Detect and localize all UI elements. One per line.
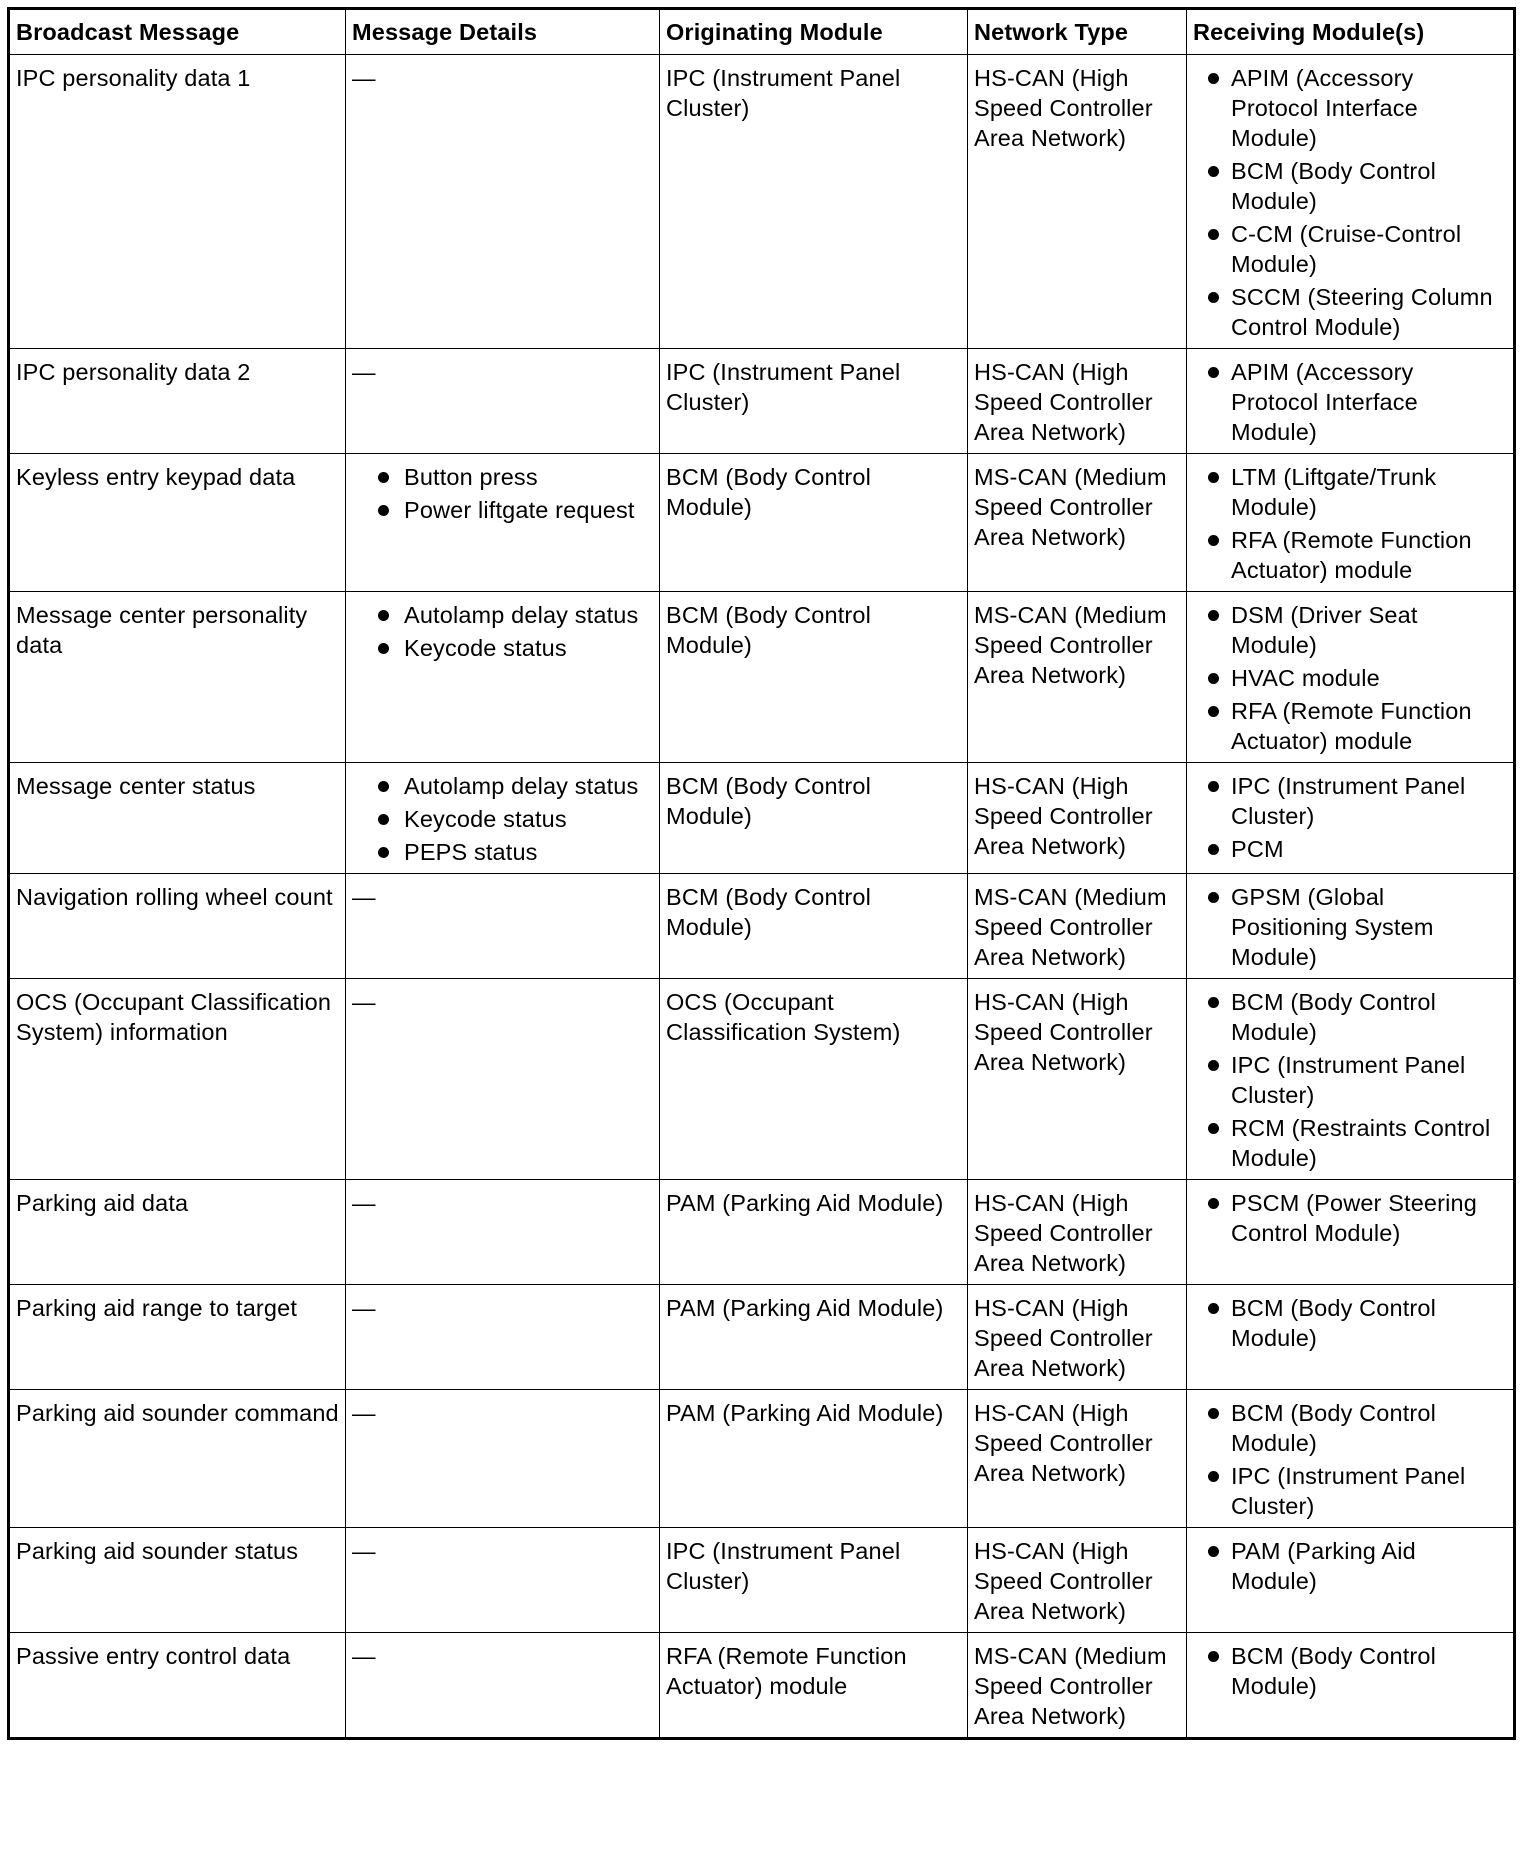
message-detail-item: Keycode status bbox=[352, 633, 653, 663]
receiving-modules-list bbox=[1193, 1641, 1507, 1701]
receiving-module-item: PCM bbox=[1193, 834, 1507, 864]
broadcast-message-cell: Message center status bbox=[9, 763, 346, 874]
broadcast-message-cell: Parking aid sounder command bbox=[9, 1390, 346, 1528]
receiving-modules-cell bbox=[1187, 979, 1515, 1180]
table-row bbox=[9, 979, 1515, 1180]
receiving-modules-list bbox=[1193, 882, 1507, 972]
receiving-module-item: RFA (Remote Function Actuator) module bbox=[1193, 696, 1507, 756]
message-details-cell bbox=[346, 874, 660, 979]
message-detail-item: Keycode status bbox=[352, 804, 653, 834]
table-row bbox=[9, 349, 1515, 454]
network-type-cell: MS-CAN (Medium Speed Controller Area Network) bbox=[968, 874, 1187, 979]
originating-module-cell: OCS (Occupant Classification System) bbox=[660, 979, 968, 1180]
broadcast-message-cell: Message center personality data bbox=[9, 592, 346, 763]
originating-module-cell: BCM (Body Control Module) bbox=[660, 454, 968, 592]
receiving-modules-list bbox=[1193, 1188, 1507, 1248]
receiving-module-item: APIM (Accessory Protocol Interface Module) bbox=[1193, 63, 1507, 153]
originating-module-cell: IPC (Instrument Panel Cluster) bbox=[660, 349, 968, 454]
receiving-module-item: PAM (Parking Aid Module) bbox=[1193, 1536, 1507, 1596]
broadcast-message-cell: OCS (Occupant Classification System) information bbox=[9, 979, 346, 1180]
receiving-modules-list bbox=[1193, 63, 1507, 342]
receiving-modules-list bbox=[1193, 357, 1507, 447]
empty-dash: — bbox=[352, 1400, 376, 1426]
message-details-cell bbox=[346, 1390, 660, 1528]
header-receiving-modules: Receiving Module(s) bbox=[1187, 9, 1515, 55]
receiving-module-item: APIM (Accessory Protocol Interface Module) bbox=[1193, 357, 1507, 447]
message-details-list bbox=[352, 771, 653, 867]
receiving-module-item: RFA (Remote Function Actuator) module bbox=[1193, 525, 1507, 585]
empty-dash: — bbox=[352, 1190, 376, 1216]
receiving-modules-list bbox=[1193, 1293, 1507, 1353]
table-row bbox=[9, 1528, 1515, 1633]
receiving-modules-cell bbox=[1187, 874, 1515, 979]
receiving-module-item: BCM (Body Control Module) bbox=[1193, 1641, 1507, 1701]
table-row bbox=[9, 592, 1515, 763]
broadcast-message-cell: Parking aid range to target bbox=[9, 1285, 346, 1390]
table-row bbox=[9, 874, 1515, 979]
receiving-modules-cell bbox=[1187, 1390, 1515, 1528]
broadcast-message-cell: Parking aid sounder status bbox=[9, 1528, 346, 1633]
table-row bbox=[9, 763, 1515, 874]
table-body bbox=[9, 55, 1515, 1739]
message-detail-item: Power liftgate request bbox=[352, 495, 653, 525]
network-type-cell: MS-CAN (Medium Speed Controller Area Network) bbox=[968, 454, 1187, 592]
broadcast-message-table-wrapper bbox=[7, 7, 1516, 1740]
header-message-details: Message Details bbox=[346, 9, 660, 55]
originating-module-cell: BCM (Body Control Module) bbox=[660, 874, 968, 979]
network-type-cell: HS-CAN (High Speed Controller Area Network) bbox=[968, 55, 1187, 349]
receiving-modules-list bbox=[1193, 462, 1507, 585]
network-type-cell: MS-CAN (Medium Speed Controller Area Network) bbox=[968, 592, 1187, 763]
table-header bbox=[9, 9, 1515, 55]
empty-dash: — bbox=[352, 359, 376, 385]
originating-module-cell: PAM (Parking Aid Module) bbox=[660, 1180, 968, 1285]
network-type-cell: MS-CAN (Medium Speed Controller Area Network) bbox=[968, 1633, 1187, 1739]
receiving-module-item: BCM (Body Control Module) bbox=[1193, 1293, 1507, 1353]
message-details-cell bbox=[346, 592, 660, 763]
table-row bbox=[9, 1633, 1515, 1739]
network-type-cell: HS-CAN (High Speed Controller Area Network) bbox=[968, 1285, 1187, 1390]
message-details-cell bbox=[346, 454, 660, 592]
broadcast-message-cell: Parking aid data bbox=[9, 1180, 346, 1285]
network-type-cell: HS-CAN (High Speed Controller Area Network) bbox=[968, 349, 1187, 454]
receiving-modules-cell bbox=[1187, 1180, 1515, 1285]
receiving-modules-list bbox=[1193, 600, 1507, 756]
broadcast-message-cell: Passive entry control data bbox=[9, 1633, 346, 1739]
broadcast-message-cell: Keyless entry keypad data bbox=[9, 454, 346, 592]
message-details-cell bbox=[346, 979, 660, 1180]
empty-dash: — bbox=[352, 65, 376, 91]
receiving-module-item: IPC (Instrument Panel Cluster) bbox=[1193, 771, 1507, 831]
receiving-module-item: IPC (Instrument Panel Cluster) bbox=[1193, 1050, 1507, 1110]
receiving-modules-cell bbox=[1187, 454, 1515, 592]
receiving-module-item: BCM (Body Control Module) bbox=[1193, 1398, 1507, 1458]
receiving-module-item: BCM (Body Control Module) bbox=[1193, 987, 1507, 1047]
header-broadcast-message: Broadcast Message bbox=[9, 9, 346, 55]
message-details-list bbox=[352, 600, 653, 663]
empty-dash: — bbox=[352, 884, 376, 910]
network-type-cell: HS-CAN (High Speed Controller Area Network) bbox=[968, 979, 1187, 1180]
receiving-module-item: PSCM (Power Steering Control Module) bbox=[1193, 1188, 1507, 1248]
table-row bbox=[9, 1180, 1515, 1285]
receiving-module-item: LTM (Liftgate/Trunk Module) bbox=[1193, 462, 1507, 522]
message-detail-item: Autolamp delay status bbox=[352, 771, 653, 801]
network-type-cell: HS-CAN (High Speed Controller Area Network) bbox=[968, 763, 1187, 874]
message-details-list bbox=[352, 462, 653, 525]
empty-dash: — bbox=[352, 1538, 376, 1564]
originating-module-cell: IPC (Instrument Panel Cluster) bbox=[660, 1528, 968, 1633]
table-row bbox=[9, 1390, 1515, 1528]
table-row bbox=[9, 454, 1515, 592]
message-detail-item: Button press bbox=[352, 462, 653, 492]
broadcast-message-cell: IPC personality data 1 bbox=[9, 55, 346, 349]
message-details-cell bbox=[346, 763, 660, 874]
originating-module-cell: RFA (Remote Function Actuator) module bbox=[660, 1633, 968, 1739]
receiving-modules-list bbox=[1193, 1398, 1507, 1521]
receiving-module-item: RCM (Restraints Control Module) bbox=[1193, 1113, 1507, 1173]
table-row bbox=[9, 1285, 1515, 1390]
message-details-cell bbox=[346, 349, 660, 454]
broadcast-message-cell: Navigation rolling wheel count bbox=[9, 874, 346, 979]
network-type-cell: HS-CAN (High Speed Controller Area Network) bbox=[968, 1390, 1187, 1528]
originating-module-cell: BCM (Body Control Module) bbox=[660, 592, 968, 763]
message-detail-item: Autolamp delay status bbox=[352, 600, 653, 630]
header-network-type: Network Type bbox=[968, 9, 1187, 55]
header-originating-module: Originating Module bbox=[660, 9, 968, 55]
empty-dash: — bbox=[352, 989, 376, 1015]
receiving-module-item: GPSM (Global Positioning System Module) bbox=[1193, 882, 1507, 972]
receiving-module-item: IPC (Instrument Panel Cluster) bbox=[1193, 1461, 1507, 1521]
originating-module-cell: IPC (Instrument Panel Cluster) bbox=[660, 55, 968, 349]
receiving-modules-cell bbox=[1187, 55, 1515, 349]
receiving-module-item: DSM (Driver Seat Module) bbox=[1193, 600, 1507, 660]
originating-module-cell: PAM (Parking Aid Module) bbox=[660, 1285, 968, 1390]
message-details-cell bbox=[346, 1528, 660, 1633]
message-details-cell bbox=[346, 1180, 660, 1285]
receiving-modules-cell bbox=[1187, 763, 1515, 874]
receiving-modules-cell bbox=[1187, 592, 1515, 763]
receiving-modules-cell bbox=[1187, 1528, 1515, 1633]
network-type-cell: HS-CAN (High Speed Controller Area Network) bbox=[968, 1180, 1187, 1285]
receiving-module-item: C-CM (Cruise-Control Module) bbox=[1193, 219, 1507, 279]
receiving-module-item: BCM (Body Control Module) bbox=[1193, 156, 1507, 216]
header-row bbox=[9, 9, 1515, 55]
broadcast-message-cell: IPC personality data 2 bbox=[9, 349, 346, 454]
message-details-cell bbox=[346, 1633, 660, 1739]
receiving-modules-cell bbox=[1187, 1633, 1515, 1739]
message-details-cell bbox=[346, 1285, 660, 1390]
empty-dash: — bbox=[352, 1643, 376, 1669]
message-details-cell bbox=[346, 55, 660, 349]
empty-dash: — bbox=[352, 1295, 376, 1321]
originating-module-cell: BCM (Body Control Module) bbox=[660, 763, 968, 874]
receiving-modules-list bbox=[1193, 771, 1507, 864]
receiving-modules-cell bbox=[1187, 349, 1515, 454]
receiving-modules-list bbox=[1193, 1536, 1507, 1596]
table-row bbox=[9, 55, 1515, 349]
receiving-modules-cell bbox=[1187, 1285, 1515, 1390]
originating-module-cell: PAM (Parking Aid Module) bbox=[660, 1390, 968, 1528]
receiving-module-item: SCCM (Steering Column Control Module) bbox=[1193, 282, 1507, 342]
receiving-module-item: HVAC module bbox=[1193, 663, 1507, 693]
receiving-modules-list bbox=[1193, 987, 1507, 1173]
network-type-cell: HS-CAN (High Speed Controller Area Network) bbox=[968, 1528, 1187, 1633]
message-detail-item: PEPS status bbox=[352, 837, 653, 867]
broadcast-message-table bbox=[7, 7, 1516, 1740]
